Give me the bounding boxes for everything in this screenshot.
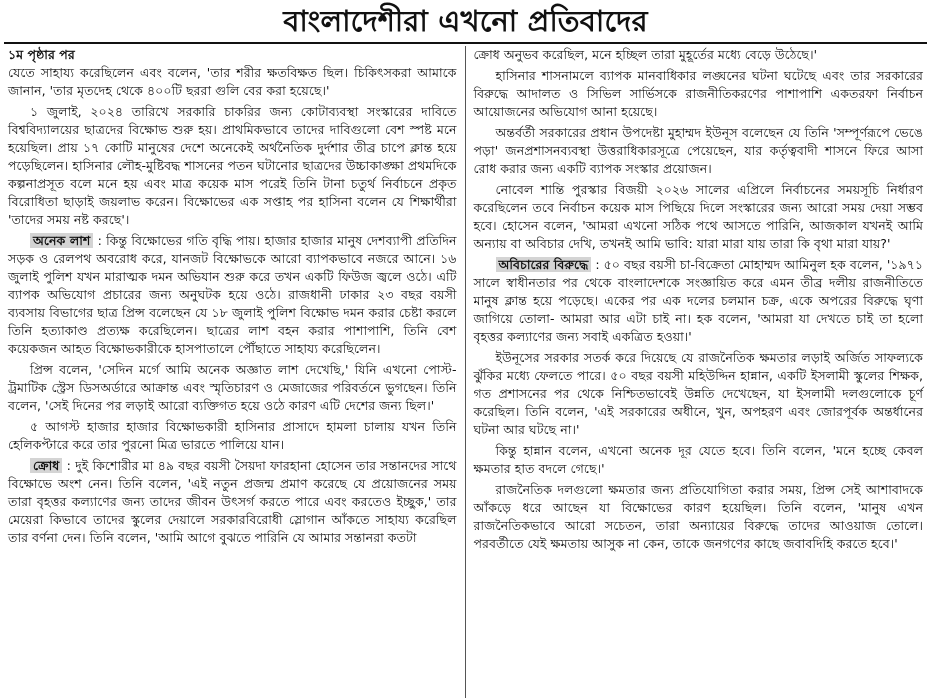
newspaper-page bbox=[0, 2, 931, 697]
subhead-many-bodies: অনেক লাশ bbox=[30, 233, 93, 248]
subhead-against-injustice: অবিচারের বিরুদ্ধে bbox=[496, 257, 592, 272]
paragraph: অন্তর্বর্তী সরকারের প্রধান উপদেষ্টা মুহাম্মদ ইউনূস বলেছেন যে তিনি 'সম্পূর্ণরূপে ভেঙে পড়া' জনপ্রশাসনব্যবস্থা উত্তরাধিকারসূত্রে পেয়েছেন, যার কর্তৃত্ববাদী শাসনে ফিরে আসা রোধ করার জন্য একটি ব্যাপক সংস্কার প্রয়োজন। bbox=[473, 125, 923, 176]
article-headline: বাংলাদেশীরা এখনো প্রতিবাদের bbox=[283, 4, 648, 38]
headline-rule bbox=[4, 42, 927, 44]
paragraph: যেতে সাহায্য করেছিলেন এবং বলেন, 'তার শরীর ক্ষতবিক্ষত ছিল। চিকিৎসকরা আমাকে জানান, 'তার মৃতদেহ থেকে ৪০০টি ছররা গুলি বের করা হয়েছে।' bbox=[8, 65, 457, 98]
paragraph: ৫ আগস্ট হাজার হাজার বিক্ষোভকারী হাসিনার প্রাসাদে হামলা চালায় যখন তিনি হেলিকপ্টারে করে তার পুরনো মিত্র ভারতে পালিয়ে যান। bbox=[8, 419, 457, 452]
continued-from-label: ১ম পৃষ্ঠার পর bbox=[8, 47, 75, 62]
paragraph-with-subhead: অনেক লাশ : কিন্তু বিক্ষোভের গতি বৃদ্ধি পায়। হাজার হাজার মানুষ দেশব্যাপী প্রতিদিন সড়ক ও রেলপথ অবরোধ করে, যানজট বিক্ষোভকে আরো ব্যাপকভাবে নজরে আনে। ১৬ জুলাই পুলিশ যখন মারাত্মক দমন অভিযান শুরু করে তখন একটি ফিউজ জ্বলে ওঠে। এটি ব্যাপক অভিযোগ প্রচারের জন্য অনুঘটক হয়ে ওঠে। রাজধানী ঢাকার ২৩ বছর বয়সী ব্যবসায় বিভাগের ছাত্র প্রিন্স বলেছেন যে ১৮ জুলাই পুলিশ বিক্ষোভ দমন করার চেষ্টা করলে তিনি হত্যাকাণ্ড প্রত্যক্ষ করেছিলেন। ছাত্রের লাশ বহন করার পাশাপাশি, তিনি বেশ কয়েকজন আহত বিক্ষোভকারীকে হাসপাতালে পৌঁছাতে সাহায্য করেছিলেন। bbox=[8, 233, 457, 356]
paragraph-text: ৫০ বছর বয়সী চা-বিক্রেতা মোহাম্মদ আমিনুল হক বলেন, '১৯৭১ সালে স্বাধীনতার পর থেকে বাংলাদেশকে সংজ্ঞায়িত করে এমন তীব্র দলীয় রাজনীতিতে মানুষ ক্লান্ত হয়ে পড়েছে। একের পর এক দলের চলমান চক্র, একে অপরের বিরুদ্ধে ঘৃণা জাগিয়ে তোলা- আমরা আর এটা চাই না। হক বলেন, 'আমরা যা দেখতে চাই তা হলো বৃহত্তর কল্যাণের জন্য সবাই একত্রিত হওয়া।' bbox=[473, 257, 923, 344]
paragraph-text: দুই কিশোরীর মা ৪৯ বছর বয়সী সৈয়দা ফারহানা হোসেন তার সন্তানদের সাথে বিক্ষোভে অংশ নেন। তিনি বলেন, 'এই নতুন প্রজন্ম প্রমাণ করেছে যে প্রয়োজনের সময় তারা বৃহত্তর কল্যাণের জন্য তাদের জীবন উৎসর্গ করতে পারে এবং করতেও ইচ্ছুক,' তার মেয়েরা কিভাবে তাদের স্কুলের দেয়ালে সরকারবিরোধী স্লোগান আঁকতে সাহায্য করেছিল তার বর্ণনা দেন। তিনি বলেন, 'আমি আগে বুঝতে পারিনি যে আমার সন্তানরা কতটা bbox=[8, 458, 457, 545]
paragraph: ১ জুলাই, ২০২৪ তারিখে সরকারি চাকরির জন্য কোটাব্যবস্থা সংস্কারের দাবিতে বিশ্ববিদ্যালয়ের ছাত্রদের বিক্ষোভ শুরু হয়। প্রাথমিকভাবে তাদের দাবিগুলো বেশ স্পষ্ট মনে হয়েছিল। প্রায় ১৭ কোটি মানুষের দেশে অনেকেই অর্থনৈতিক দুর্দশার তীব্র চাপে ক্লান্ত হয়ে পড়েছিলেন। হাসিনার লৌহ-মুষ্টিবদ্ধ শাসনের পতন ঘটানোর ছাত্রদের উচ্চাকাঙ্ক্ষা প্রথমদিকে কল্পনাপ্রসূত বলে মনে হয় এবং মাত্র কয়েক মাস পরেই তিনি টানা চতুর্থ নির্বাচনে প্রকৃত বিরোধিতা ছাড়াই জয়লাভ করেন। বিক্ষোভের এক সপ্তাহ পর হাসিনা বলেন যে শিক্ষার্থীরা 'তাদের সময় নষ্ট করছে'। bbox=[8, 104, 457, 227]
paragraph: প্রিন্স বলেন, 'সেদিন মর্গে আমি অনেক অজ্ঞাত লাশ দেখেছি,' যিনি এখনো পোস্ট-ট্রমাটিক স্ট্রেস ডিসঅর্ডারে আক্রান্ত এবং স্মৃতিচারণ ও মেজাজের পরিবর্তনে ভুগছেন। তিনি বলেন, 'সেই দিনের পর লড়াই আরো ব্যক্তিগত হয়ে ওঠে কারণ এটি দেশের জন্য ছিল।' bbox=[8, 362, 457, 413]
paragraph: ক্রোধ অনুভব করেছিল, মনে হচ্ছিল তারা মুহূর্তের মধ্যে বেড়ে উঠেছে।' bbox=[473, 47, 818, 62]
paragraph: নোবেল শান্তি পুরস্কার বিজয়ী ২০২৬ সালের এপ্রিলে নির্বাচনের সময়সূচি নির্ধারণ করেছিলেন তবে নির্বাচন কয়েক মাস পিছিয়ে দিলে সংস্কারের জন্য আরো সময় দেয়া সম্ভব হবে। হোসেন বলেন, 'আমরা এখনো সঠিক পথে আসতে পারিনি, আজকাল যখনই আমি অন্যায় বা অবিচার দেখি, তখনই আমি ভাবি: যারা মারা যায় তারা কি বৃথা মারা যায়?' bbox=[473, 182, 923, 251]
subhead-anger: ক্রোধ bbox=[30, 458, 62, 473]
article-body bbox=[4, 46, 927, 698]
paragraph: হাসিনার শাসনামলে ব্যাপক মানবাধিকার লঙ্ঘনের ঘটনা ঘটেছে এবং তার সরকারের বিরুদ্ধে আদালত ও সিভিল সার্ভিসকে রাজনীতিকরণের পাশাপাশি একতরফা নির্বাচন আয়োজনের অভিযোগ আনা হয়েছে। bbox=[473, 68, 923, 119]
paragraph: রাজনৈতিক দলগুলো ক্ষমতার জন্য প্রতিযোগিতা করার সময়, প্রিন্স সেই আশাবাদকে আঁকড়ে ধরে আছেন যা বিক্ষোভের কারণ হয়েছিল। তিনি বলেন, 'মানুষ এখন রাজনৈতিকভাবে আরো সচেতন, তারা অন্যায়ের বিরুদ্ধে তাদের আওয়াজ তোলে। পরবর্তীতে যেই ক্ষমতায় আসুক না কেন, তাকে জনগণের কাছে জবাবদিহি করতে হবে।' bbox=[473, 482, 923, 551]
paragraph-with-subhead: অবিচারের বিরুদ্ধে : ৫০ বছর বয়সী চা-বিক্রেতা মোহাম্মদ আমিনুল হক বলেন, '১৯৭১ সালে স্বাধীনতার পর থেকে বাংলাদেশকে সংজ্ঞায়িত করে এমন তীব্র দলীয় রাজনীতিতে মানুষ ক্লান্ত হয়ে পড়েছে। একের পর এক দলের চলমান চক্র, একে অপরের বিরুদ্ধে ঘৃণা জাগিয়ে তোলা- আমরা আর এটা চাই না। হক বলেন, 'আমরা যা দেখতে চাই তা হলো বৃহত্তর কল্যাণের জন্য সবাই একত্রিত হওয়া।' bbox=[473, 257, 923, 344]
paragraph-with-subhead: ক্রোধ : দুই কিশোরীর মা ৪৯ বছর বয়সী সৈয়দা ফারহানা হোসেন তার সন্তানদের সাথে বিক্ষোভে অংশ নেন। তিনি বলেন, 'এই নতুন প্রজন্ম প্রমাণ করেছে যে প্রয়োজনের সময় তারা বৃহত্তর কল্যাণের জন্য তাদের জীবন উৎসর্গ করতে পারে এবং করতেও ইচ্ছুক,' তার মেয়েরা কিভাবে তাদের স্কুলের দেয়ালে সরকারবিরোধী স্লোগান আঁকতে সাহায্য করেছিল তার বর্ণনা দেন। তিনি বলেন, 'আমি আগে বুঝতে পারিনি যে আমার সন্তানরা কতটা bbox=[8, 458, 457, 545]
right-column bbox=[466, 46, 928, 698]
paragraph: কিন্তু হান্নান বলেন, এখনো অনেক দূর যেতে হবে। তিনি বলেন, 'মনে হচ্ছে কেবল ক্ষমতার হাত বদলে গেছে।' bbox=[473, 443, 923, 476]
left-column bbox=[4, 46, 466, 698]
paragraph: ইউনূসের সরকার সতর্ক করে দিয়েছে যে রাজনৈতিক ক্ষমতার লড়াই অর্জিত সাফল্যকে ঝুঁকির মধ্যে ফেলতে পারে। ৫০ বছর বয়সী মহিউদ্দিন হান্নান, একটি ইসলামী স্কুলের শিক্ষক, গত প্রশাসনের পর থেকে নিশ্চিতভাবেই উন্নতি দেখেছেন, যা ইসলামী দলগুলোকে চূর্ণ করেছিল। তিনি বলেন, 'এই সরকারের অধীনে, খুন, অপহরণ এবং জোরপূর্বক অন্তর্ধানের ঘটনা আর ঘটছে না।' bbox=[473, 350, 923, 437]
paragraph-text: কিন্তু বিক্ষোভের গতি বৃদ্ধি পায়। হাজার হাজার মানুষ দেশব্যাপী প্রতিদিন সড়ক ও রেলপথ অবরোধ করে, যানজট বিক্ষোভকে আরো ব্যাপকভাবে নজরে আনে। ১৬ জুলাই পুলিশ যখন মারাত্মক দমন অভিযান শুরু করে তখন একটি ফিউজ জ্বলে ওঠে। এটি ব্যাপক অভিযোগ প্রচারের জন্য অনুঘটক হয়ে ওঠে। রাজধানী ঢাকার ২৩ বছর বয়সী ব্যবসায় বিভাগের ছাত্র প্রিন্স বলেছেন যে ১৮ জুলাই পুলিশ বিক্ষোভ দমন করার চেষ্টা করলে তিনি হত্যাকাণ্ড প্রত্যক্ষ করেছিলেন। ছাত্রের লাশ বহন করার পাশাপাশি, তিনি বেশ কয়েকজন আহত বিক্ষোভকারীকে হাসপাতালে পৌঁছাতে সাহায্য করেছিলেন। bbox=[8, 233, 457, 356]
